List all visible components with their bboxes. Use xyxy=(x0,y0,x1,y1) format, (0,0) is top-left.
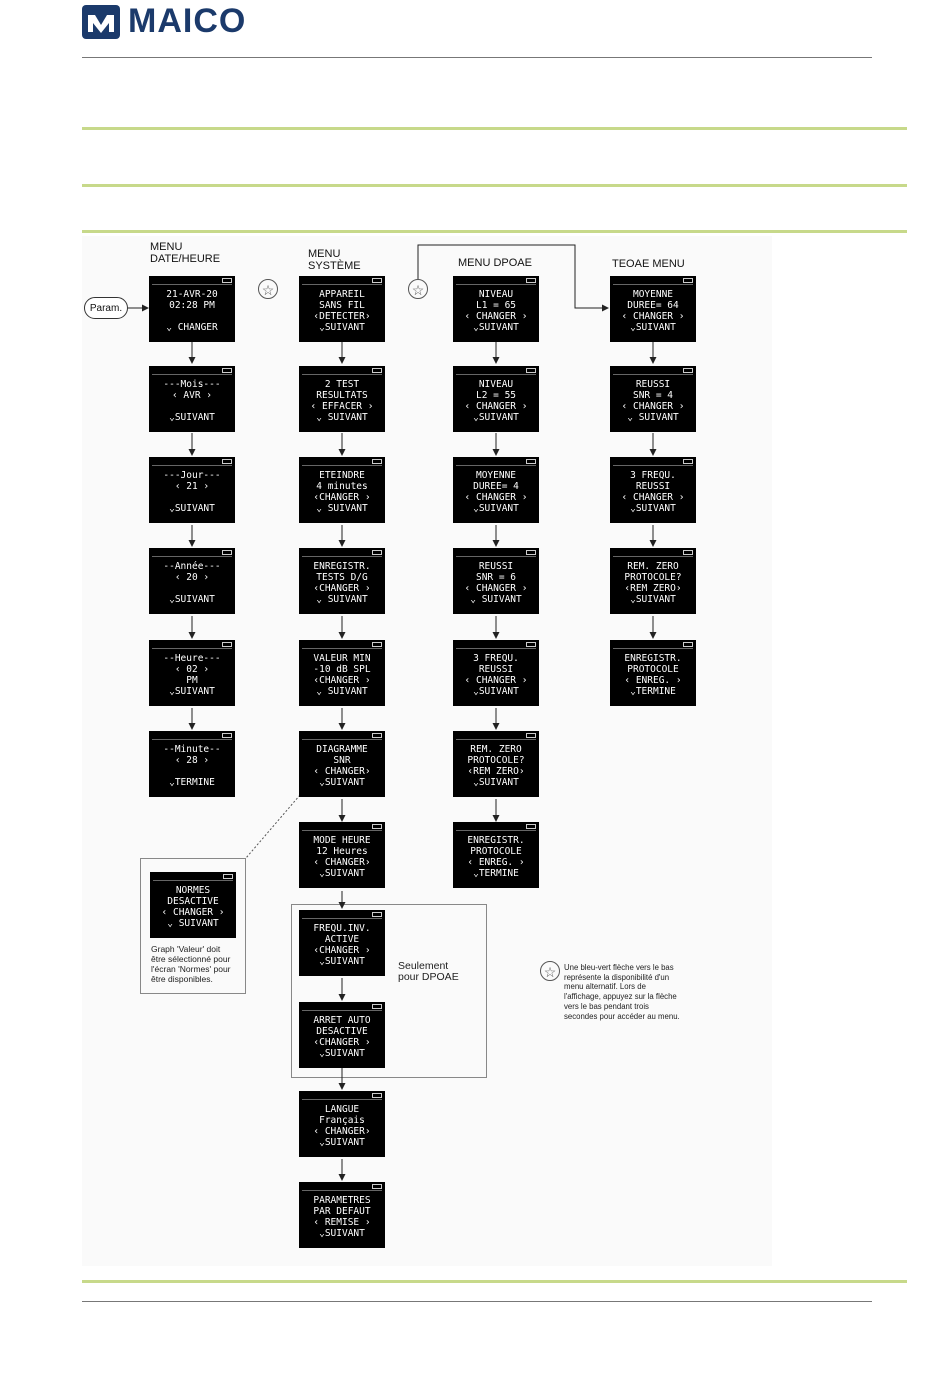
note-line: l'affichage, appuyez sur la flèche xyxy=(564,992,677,1002)
battery-icon xyxy=(372,278,382,283)
screen-line: ⌄SUIVANT xyxy=(169,412,215,423)
teoae-screen xyxy=(610,366,696,432)
screen-line: ⌄ SUIVANT xyxy=(316,594,368,605)
screen-line: L1 = 65 xyxy=(475,300,517,311)
date-screen xyxy=(149,276,235,342)
screen-line: ⌄SUIVANT xyxy=(169,686,215,697)
battery-icon xyxy=(223,874,233,879)
status-bar xyxy=(456,368,536,375)
battery-icon xyxy=(372,550,382,555)
battery-icon xyxy=(372,1004,382,1009)
screen-line: ⌄ SUIVANT xyxy=(470,594,522,605)
screen-line: ‹ CHANGER › xyxy=(621,492,685,503)
system-screen xyxy=(299,910,385,976)
star-icon: ☆ xyxy=(258,279,278,299)
note-line: pour DPOAE xyxy=(398,971,459,983)
screen-line: ⌄SUIVANT xyxy=(473,686,519,697)
teoae-screen xyxy=(610,640,696,706)
screen-line: 4 minutes xyxy=(316,481,368,492)
screen-line: DESACTIVE xyxy=(316,1026,368,1037)
status-bar xyxy=(613,642,693,649)
screen-line: ⌄ SUIVANT xyxy=(167,918,219,929)
screen-line: RESULTATS xyxy=(316,390,368,401)
screen-line: ENREGISTR. xyxy=(313,561,371,572)
dpoae-screen xyxy=(453,366,539,432)
star-icon: ☆ xyxy=(408,279,428,299)
system-screen xyxy=(299,457,385,523)
screen-line: REM. ZERO xyxy=(470,744,522,755)
dpoae-screen xyxy=(453,276,539,342)
screen-line: ‹ CHANGER › xyxy=(464,583,528,594)
status-bar xyxy=(302,912,382,919)
screen-line: ⌄SUIVANT xyxy=(630,322,676,333)
screen-line: PROTOCOLE xyxy=(470,846,522,857)
screen-line: SNR = 4 xyxy=(632,390,674,401)
header-line: SYSTÈME xyxy=(308,260,361,272)
status-bar xyxy=(302,550,382,557)
note-line: Seulement xyxy=(398,960,449,972)
date-screen xyxy=(149,731,235,797)
status-bar xyxy=(302,733,382,740)
system-screen xyxy=(299,1002,385,1068)
screen-line: NORMES xyxy=(175,885,211,896)
screen-line: MODE HEURE xyxy=(313,835,371,846)
screen-line: ⌄SUIVANT xyxy=(630,594,676,605)
status-bar xyxy=(152,278,232,285)
system-screen xyxy=(299,1182,385,1248)
battery-icon xyxy=(372,642,382,647)
battery-icon xyxy=(372,459,382,464)
screen-line: APPAREIL xyxy=(319,289,365,300)
status-bar xyxy=(456,550,536,557)
note-line: être disponibles. xyxy=(151,974,213,984)
dpoae-screen xyxy=(453,731,539,797)
status-bar xyxy=(152,368,232,375)
screen-line: REUSSI xyxy=(478,664,514,675)
header-line: TEOAE MENU xyxy=(612,258,685,270)
header-line: DATE/HEURE xyxy=(150,253,221,265)
battery-icon xyxy=(372,1093,382,1098)
system-screen xyxy=(299,1091,385,1157)
screen-line: ACTIVE xyxy=(324,934,360,945)
screen-line: ‹ CHANGER › xyxy=(464,675,528,686)
screen-line: 2 TEST xyxy=(324,379,360,390)
battery-icon xyxy=(683,368,693,373)
battery-icon xyxy=(372,824,382,829)
header-line: MENU xyxy=(308,248,341,260)
system-screen xyxy=(299,731,385,797)
screen-line: ⌄ SUIVANT xyxy=(316,503,368,514)
battery-icon xyxy=(683,550,693,555)
screen-line: ‹ 02 › xyxy=(174,664,210,675)
screen-line: DUREE= 64 xyxy=(627,300,679,311)
screen-line: ⌄SUIVANT xyxy=(473,412,519,423)
screen-line: ⌄SUIVANT xyxy=(473,777,519,788)
status-bar xyxy=(152,733,232,740)
screen-line: REUSSI xyxy=(478,561,514,572)
screen-line: ‹CHANGER › xyxy=(313,492,371,503)
note-line: Une bleu-vert flèche vers le bas xyxy=(564,963,674,972)
screen-line: DIAGRAMME xyxy=(316,744,368,755)
status-bar xyxy=(302,278,382,285)
screen-line: ‹CHANGER › xyxy=(313,675,371,686)
battery-icon xyxy=(683,278,693,283)
screen-line: REM. ZERO xyxy=(627,561,679,572)
battery-icon xyxy=(526,642,536,647)
screen-line: ⌄SUIVANT xyxy=(319,777,365,788)
screen-line: ENREGISTR. xyxy=(624,653,682,664)
battery-icon xyxy=(372,1184,382,1189)
screen-line: ⌄ CHANGER xyxy=(166,322,218,333)
screen-line: ‹ CHANGER › xyxy=(621,311,685,322)
teoae-screen xyxy=(610,457,696,523)
screen-line: --Minute-- xyxy=(163,744,221,755)
status-bar xyxy=(302,1004,382,1011)
screen-line xyxy=(149,401,235,412)
screen-line: 21-AVR-20 xyxy=(166,289,218,300)
screen-line xyxy=(149,492,235,503)
screen-line: REUSSI xyxy=(635,379,671,390)
screen-line: SNR = 6 xyxy=(475,572,517,583)
system-screen xyxy=(299,640,385,706)
screen-line: ⌄SUIVANT xyxy=(169,594,215,605)
screen-line: ‹DETECTER› xyxy=(313,311,371,322)
status-bar xyxy=(302,642,382,649)
screen-line: ⌄ SUIVANT xyxy=(316,412,368,423)
battery-icon xyxy=(526,459,536,464)
screen-line: ‹CHANGER › xyxy=(313,1037,371,1048)
screen-line: ‹REM ZERO› xyxy=(467,766,525,777)
teoae-screen xyxy=(610,548,696,614)
dpoae-screen xyxy=(453,822,539,888)
screen-line: ⌄ SUIVANT xyxy=(316,686,368,697)
system-screen xyxy=(299,366,385,432)
battery-icon xyxy=(222,368,232,373)
status-bar xyxy=(613,368,693,375)
screen-line: TESTS D/G xyxy=(316,572,368,583)
battery-icon xyxy=(526,824,536,829)
screen-line: ‹ EFFACER › xyxy=(310,401,374,412)
screen-line: Français xyxy=(319,1115,365,1126)
screen-line: ‹ CHANGER› xyxy=(313,857,371,868)
status-bar xyxy=(302,824,382,831)
screen-line: ENREGISTR. xyxy=(467,835,525,846)
screen-line: ⌄SUIVANT xyxy=(169,503,215,514)
screen-line: 02:28 PM xyxy=(169,300,215,311)
status-bar xyxy=(456,824,536,831)
battery-icon xyxy=(222,550,232,555)
normes-screen xyxy=(150,872,236,938)
date-screen xyxy=(149,366,235,432)
screen-line: SNR xyxy=(333,755,351,766)
screen-line: NIVEAU xyxy=(478,379,514,390)
battery-icon xyxy=(526,278,536,283)
screen-line: --Année--- xyxy=(163,561,221,572)
header-line: MENU DPOAE xyxy=(458,257,532,269)
note-line: vers le bas pendant trois xyxy=(564,1001,649,1011)
battery-icon xyxy=(372,733,382,738)
screen-line: ⌄SUIVANT xyxy=(630,503,676,514)
screen-line: PAR DEFAUT xyxy=(313,1206,371,1217)
battery-icon xyxy=(222,733,232,738)
status-bar xyxy=(613,550,693,557)
screen-line: MOYENNE xyxy=(475,470,517,481)
screen-line: ‹ REMISE › xyxy=(313,1217,371,1228)
screen-line: ‹ CHANGER › xyxy=(464,492,528,503)
status-bar xyxy=(456,459,536,466)
param-button[interactable]: Param. xyxy=(84,297,128,319)
date-screen xyxy=(149,640,235,706)
status-bar xyxy=(456,733,536,740)
screen-line: FREQU.INV. xyxy=(313,923,371,934)
battery-icon xyxy=(372,912,382,917)
screen-line: ‹ CHANGER › xyxy=(161,907,225,918)
screen-line: L2 = 55 xyxy=(475,390,517,401)
battery-icon xyxy=(222,642,232,647)
screen-line: ARRET AUTO xyxy=(313,1015,371,1026)
battery-icon xyxy=(222,459,232,464)
system-screen xyxy=(299,822,385,888)
note-line: menu alternatif. Lors de xyxy=(564,982,646,992)
screen-line: VALEUR MIN xyxy=(313,653,371,664)
screen-line: ⌄TERMINE xyxy=(169,777,215,788)
star-icon: ☆ xyxy=(540,961,560,981)
screen-line: ‹ ENREG. › xyxy=(467,857,525,868)
status-bar xyxy=(152,550,232,557)
screen-line: REUSSI xyxy=(635,481,671,492)
note-line: secondes pour accéder au menu. xyxy=(564,1011,680,1021)
note-line: être sélectionné pour xyxy=(151,954,231,964)
screen-line: ‹ AVR › xyxy=(171,390,213,401)
screen-line: MOYENNE xyxy=(632,289,674,300)
screen-line: PROTOCOLE? xyxy=(467,755,525,766)
date-screen xyxy=(149,548,235,614)
screen-line: ‹REM ZERO› xyxy=(624,583,682,594)
screen-line: ⌄SUIVANT xyxy=(473,503,519,514)
note-line: représente la disponibilité d'un xyxy=(564,972,670,982)
screen-line: ‹CHANGER › xyxy=(313,583,371,594)
screen-line xyxy=(149,583,235,594)
screen-line: ‹ 20 › xyxy=(174,572,210,583)
screen-line: ‹ CHANGER › xyxy=(464,311,528,322)
system-screen xyxy=(299,548,385,614)
battery-icon xyxy=(526,733,536,738)
screen-line: PM xyxy=(186,675,198,686)
status-bar xyxy=(456,278,536,285)
screen-line xyxy=(149,766,235,777)
dpoae-screen xyxy=(453,640,539,706)
screen-line: ‹ CHANGER› xyxy=(313,766,371,777)
screen-line: ‹ ENREG. › xyxy=(624,675,682,686)
screen-line: ETEINDRE xyxy=(319,470,365,481)
header-line: MENU xyxy=(150,241,183,253)
screen-line: NIVEAU xyxy=(478,289,514,300)
battery-icon xyxy=(683,459,693,464)
battery-icon xyxy=(683,642,693,647)
battery-icon xyxy=(526,550,536,555)
battery-icon xyxy=(526,368,536,373)
screen-line: ⌄SUIVANT xyxy=(319,868,365,879)
status-bar xyxy=(302,459,382,466)
screen-line: ‹ 21 › xyxy=(174,481,210,492)
screen-line: ---Mois--- xyxy=(163,379,221,390)
status-bar xyxy=(456,642,536,649)
screen-line: DUREE= 4 xyxy=(473,481,519,492)
teoae-screen xyxy=(610,276,696,342)
battery-icon xyxy=(222,278,232,283)
screen-line: PROTOCOLE? xyxy=(624,572,682,583)
dpoae-screen xyxy=(453,548,539,614)
status-bar xyxy=(613,459,693,466)
status-bar xyxy=(153,874,233,881)
screen-line: ---Jour--- xyxy=(163,470,221,481)
screen-line: -10 dB SPL xyxy=(313,664,371,675)
screen-line: --Heure--- xyxy=(163,653,221,664)
screen-line: PARAMETRES xyxy=(313,1195,371,1206)
dpoae-screen xyxy=(453,457,539,523)
date-screen xyxy=(149,457,235,523)
status-bar xyxy=(152,642,232,649)
battery-icon xyxy=(372,368,382,373)
screen-line: 3 FREQU. xyxy=(473,653,519,664)
screen-line: DESACTIVE xyxy=(167,896,219,907)
screen-line: PROTOCOLE xyxy=(627,664,679,675)
screen-line: ⌄SUIVANT xyxy=(319,1228,365,1239)
screen-line: ⌄TERMINE xyxy=(630,686,676,697)
screen-line: ⌄ SUIVANT xyxy=(627,412,679,423)
screen-line: ‹ 28 › xyxy=(174,755,210,766)
screen-line: 12 Heures xyxy=(316,846,368,857)
screen-line: 3 FREQU. xyxy=(630,470,676,481)
screen-line: ⌄SUIVANT xyxy=(319,322,365,333)
screen-line xyxy=(149,311,235,322)
screen-line: ⌄SUIVANT xyxy=(319,1137,365,1148)
maico-logo-text: MAICO xyxy=(128,2,247,40)
note-line: l'écran 'Normes' pour xyxy=(151,964,231,974)
status-bar xyxy=(302,1184,382,1191)
status-bar xyxy=(152,459,232,466)
status-bar xyxy=(613,278,693,285)
screen-line: ‹ CHANGER › xyxy=(621,401,685,412)
screen-line: ‹CHANGER › xyxy=(313,945,371,956)
screen-line: SANS FIL xyxy=(319,300,365,311)
screen-line: LANGUE xyxy=(324,1104,360,1115)
screen-line: ‹ CHANGER› xyxy=(313,1126,371,1137)
note-line: Graph 'Valeur' doit xyxy=(151,944,221,954)
screen-line: ⌄SUIVANT xyxy=(473,322,519,333)
screen-line: ⌄TERMINE xyxy=(473,868,519,879)
screen-line: ‹ CHANGER › xyxy=(464,401,528,412)
screen-line: ⌄SUIVANT xyxy=(319,956,365,967)
screen-line: ⌄SUIVANT xyxy=(319,1048,365,1059)
status-bar xyxy=(302,1093,382,1100)
system-screen xyxy=(299,276,385,342)
status-bar xyxy=(302,368,382,375)
